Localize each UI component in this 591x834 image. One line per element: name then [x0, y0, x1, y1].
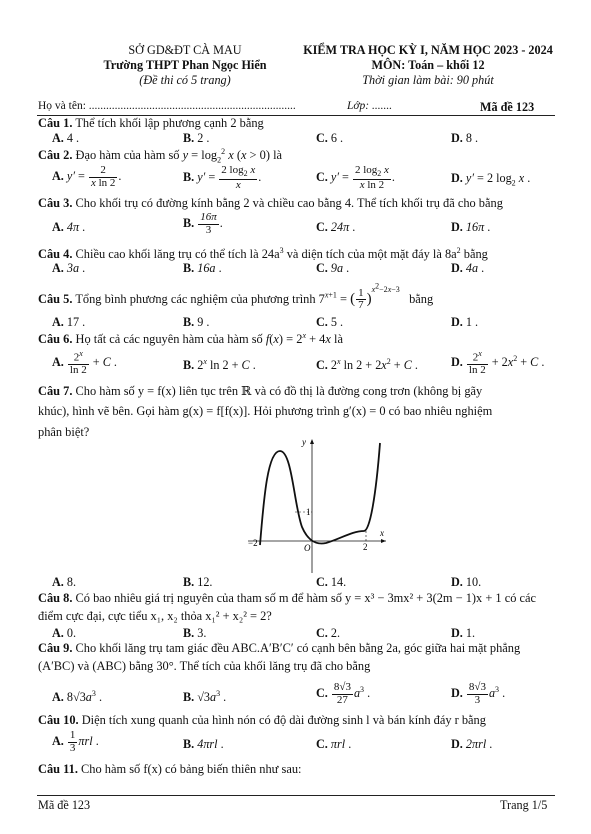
q4-option-b: B. 16a . [183, 261, 222, 275]
q3-option-b: B. $\frac{16\pi}{3}$ . [183, 211, 223, 236]
q7-option-a: A. 8. [52, 575, 77, 589]
question-1: Câu 1. Thể tích khối lập phương cạnh 2 bằng [38, 116, 264, 130]
q5-option-b: B. 9 . [183, 315, 210, 329]
q5-option-c: C. 5 . [316, 315, 344, 329]
origin-label: O [304, 543, 311, 553]
q8-option-b: B. 3. [183, 626, 207, 640]
function-curve [260, 443, 380, 545]
exam-time: Thời gian làm bài: 90 phút [362, 73, 494, 87]
q4-option-d: D. 4a . [451, 261, 485, 275]
q10-option-a: A. $\frac{1}{3}$ πrl . [52, 729, 99, 754]
y-axis-arrow-icon [310, 439, 314, 444]
q1-option-a: A. 4 . [52, 131, 80, 145]
tick-label-neg2: −2 [248, 538, 258, 548]
q10-option-b: B. 4πrl . [183, 737, 224, 751]
x-axis-label: x [380, 528, 384, 538]
q6-option-b: B. 2$^x$ ln 2 + C . [183, 357, 256, 373]
student-name-field: Họ và tên: ........................................................................ [38, 100, 296, 112]
q4-option-c: C. 9a . [316, 261, 350, 275]
exam-title: KIỂM TRA HỌC KỲ I, NĂM HỌC 2023 - 2024 [303, 43, 553, 57]
q10-option-d: D. 2πrl . [451, 737, 493, 751]
q8-option-c: C. 2. [316, 626, 341, 640]
q3-option-a: A. 4π . [52, 220, 86, 234]
q7-option-c: C. 14. [316, 575, 347, 589]
q1-option-d: D. 8 . [451, 131, 479, 145]
question-3: Câu 3. Cho khối trụ có đường kính bằng 2 và chiều cao bằng 4. Thể tích khối trụ đã cho bằng [38, 196, 503, 210]
q2-option-b: B. y′ = $\frac{2 \log_2 x}{x}$ . [183, 164, 262, 191]
q8-option-d: D. 1. [451, 626, 476, 640]
class-field: Lớp: ....... [347, 100, 393, 112]
q9-option-a: A. $8√3a^3$ . [52, 689, 102, 705]
q6-option-c: C. 2$^x$ $\ln 2 + 2x^2 + C$ . [316, 357, 418, 373]
school-name: Trường THPT Phan Ngọc Hiển [103, 58, 267, 72]
q4-option-a: A. 3a . [52, 261, 86, 275]
q2-option-a: A. y′ = $\frac{2}{\text{x ln 2}}$ . [52, 164, 122, 189]
q3-option-c: C. 24π . [316, 220, 356, 234]
q6-option-d: D. $\frac{2^x}{\ln 2}$ + $2x^2 + C$ . [451, 349, 545, 377]
tick-label-1: 1 [306, 507, 311, 517]
question-9-line2: (A′BC) và (ABC) bằng 30°. Thể tích của khối lăng trụ đã cho bằng [38, 659, 371, 673]
page-count: (Đề thi có 5 trang) [139, 73, 231, 87]
question-4: Câu 4. Chiều cao khối lăng trụ có thể tích là $24a^3$ và diện tích của một mặt đáy là $8a^2$ bằng [38, 246, 488, 262]
q5-option-d: D. 1 . [451, 315, 479, 329]
q7-option-d: D. 10. [451, 575, 482, 589]
exam-subject: MÔN: Toán – khối 12 [371, 58, 485, 72]
q2-option-c: C. y′ = $\frac{2 \log_2 x}{\text{x ln 2}}$ . [316, 164, 395, 191]
q6-option-a: A. $\frac{2^x}{\ln 2}$ + C . [52, 349, 117, 377]
question-6: Câu 6. Họ tất cả các nguyên hàm của hàm số $f(x) = 2^x + 4x$ là [38, 331, 343, 347]
q3-option-d: D. 16π . [451, 220, 491, 234]
footer-rule [37, 795, 555, 796]
tick-label-2: 2 [363, 542, 368, 552]
q1-option-b: B. 2 . [183, 131, 210, 145]
question-7-line3: phân biệt? [38, 425, 90, 439]
q9-option-c: C. $\frac{8√3}{27}$ $a^3$ . [316, 681, 371, 706]
dept-name: SỞ GD&ĐT CÀ MAU [128, 43, 242, 57]
q9-option-b: B. $√3a^3$ . [183, 689, 227, 705]
question-10: Câu 10. Diện tích xung quanh của hình nón có độ dài đường sinh l và bán kính đáy r bằng [38, 713, 486, 727]
q1-option-c: C. 6 . [316, 131, 344, 145]
y-axis-label: y [302, 437, 306, 447]
exam-code: Mã đề 123 [480, 100, 535, 114]
q5-option-a: A. 17 . [52, 315, 86, 329]
q2-option-d: D. y′ = 2 $\log_2 x$ . [451, 171, 531, 188]
footer-code: Mã đề 123 [38, 798, 91, 812]
question-7-line2: khúc), hình vẽ bên. Gọi hàm g(x) = f[f(x)]. Hỏi phương trình g′(x) = 0 có bao nhiêu nghiệm [38, 404, 493, 418]
question-7-line1: Câu 7. Cho hàm số y = f(x) liên tục trên ℝ và có đồ thị là đường cong trơn (không bị gãy [38, 384, 483, 398]
question-8-line1: Câu 8. Có bao nhiêu giá trị nguyên của tham số m để hàm số y = x³ − 3mx² + 3(2m − 1)x + 1 có các [38, 591, 537, 605]
q8-option-a: A. 0. [52, 626, 77, 640]
function-graph [240, 435, 390, 575]
question-9-line1: Câu 9. Cho khối lăng trụ tam giác đều ABC.A′B′C′ có cạnh bên bằng 2a, góc giữa hai mặt phẳng [38, 641, 521, 655]
q7-option-b: B. 12. [183, 575, 213, 589]
question-11: Câu 11. Cho hàm số f(x) có bảng biến thiên như sau: [38, 762, 302, 776]
question-2: Câu 2. Đạo hàm của hàm số $y = \log_2^2 x$ (x > 0) là [38, 147, 283, 165]
q10-option-c: C. πrl . [316, 737, 352, 751]
q9-option-d: D. $\frac{8√3}{3}$ $a^3$ . [451, 681, 506, 706]
question-5: Câu 5. Tổng bình phương các nghiệm của phương trình $7^{x+1}$ = ( $\frac{1}{7}$ )$^{x^2-2x-3}$ bằng [38, 281, 434, 312]
x-axis-arrow-icon [381, 539, 386, 543]
question-8-line2: điểm cực đại, cực tiểu x₁, x₂ thỏa x₁² + x₂² = 2? [38, 609, 272, 623]
footer-page: Trang 1/5 [500, 798, 548, 812]
